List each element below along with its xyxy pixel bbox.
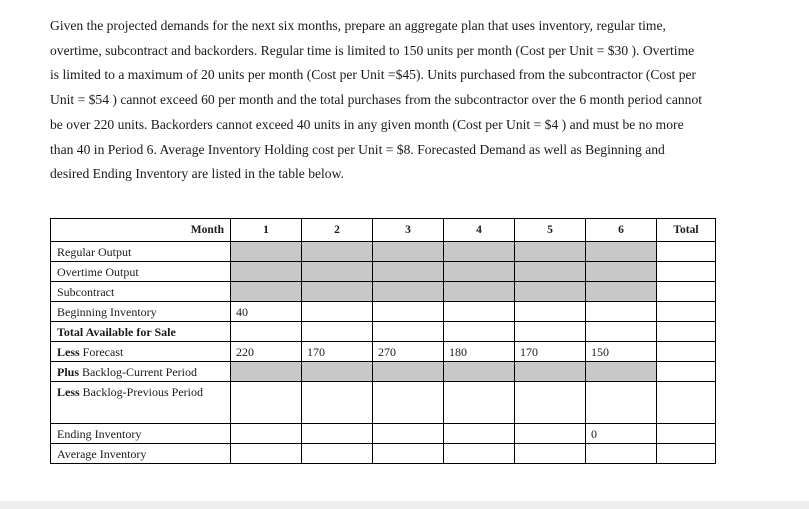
table-cell[interactable]	[231, 242, 302, 262]
period-header: 6	[586, 219, 657, 242]
table-cell[interactable]	[444, 282, 515, 302]
table-cell[interactable]	[231, 362, 302, 382]
problem-line-1: Given the projected demands for the next six months, prepare an aggregate plan that uses inventory, regular time,	[50, 18, 666, 33]
table-cell[interactable]	[586, 444, 657, 464]
table-cell[interactable]	[515, 424, 586, 444]
table-cell[interactable]	[231, 282, 302, 302]
total-cell[interactable]	[657, 242, 716, 262]
total-cell[interactable]	[657, 282, 716, 302]
row-label-prefix: Less	[57, 385, 80, 399]
table-cell[interactable]	[231, 444, 302, 464]
aggregate-plan-table	[50, 218, 716, 464]
table-cell[interactable]: 170	[515, 342, 586, 362]
table-cell[interactable]: 180	[444, 342, 515, 362]
table-cell[interactable]	[586, 322, 657, 342]
table-cell[interactable]	[515, 362, 586, 382]
table-cell[interactable]	[231, 262, 302, 282]
table-cell[interactable]	[586, 262, 657, 282]
table-cell[interactable]	[444, 262, 515, 282]
table-cell[interactable]	[444, 322, 515, 342]
table-row	[51, 444, 716, 464]
table-cell[interactable]	[515, 444, 586, 464]
row-label-overtime-output: Overtime Output	[51, 262, 231, 282]
table-row	[51, 302, 716, 322]
table-cell[interactable]	[373, 362, 444, 382]
problem-statement	[50, 14, 785, 187]
period-header: 2	[302, 219, 373, 242]
row-label-total-available: Total Available for Sale	[51, 322, 231, 342]
problem-line-4: Unit = $54 ) cannot exceed 60 per month and the total purchases from the subcontractor over the 6 month period cannot	[50, 92, 703, 108]
table-cell[interactable]	[373, 382, 444, 424]
table-cell[interactable]	[373, 424, 444, 444]
table-cell[interactable]	[586, 362, 657, 382]
table-cell[interactable]	[515, 322, 586, 342]
month-header: Month	[51, 219, 231, 242]
table-cell[interactable]	[302, 242, 373, 262]
total-cell[interactable]	[657, 322, 716, 342]
table-row	[51, 242, 716, 262]
table-cell[interactable]	[515, 282, 586, 302]
table-cell[interactable]: 0	[586, 424, 657, 444]
table-cell[interactable]	[444, 424, 515, 444]
row-label-regular-output: Regular Output	[51, 242, 231, 262]
row-label-subcontract: Subcontract	[51, 282, 231, 302]
row-label-text: Forecast	[79, 345, 124, 359]
table-cell[interactable]	[515, 262, 586, 282]
total-cell[interactable]	[657, 362, 716, 382]
table-cell[interactable]	[444, 382, 515, 424]
total-cell[interactable]	[657, 424, 716, 444]
problem-line-5: be over 220 units. Backorders cannot exceed 40 units in any given month (Cost per Unit = $4 ) and must be no more	[50, 116, 684, 132]
total-cell[interactable]	[657, 444, 716, 464]
problem-line-3: is limited to a maximum of 20 units per month (Cost per Unit =$45). Units purchased from the subcontractor (Cost per	[50, 67, 697, 83]
table-cell[interactable]	[373, 262, 444, 282]
table-cell[interactable]	[373, 242, 444, 262]
table-cell[interactable]: 270	[373, 342, 444, 362]
table-cell[interactable]	[586, 282, 657, 302]
period-header: 5	[515, 219, 586, 242]
row-label-beginning-inventory: Beginning Inventory	[51, 302, 231, 322]
problem-line-7: desired Ending Inventory are listed in the table below.	[50, 166, 344, 182]
page-bottom-strip	[0, 501, 809, 509]
table-cell[interactable]	[444, 242, 515, 262]
row-label-less-forecast	[51, 342, 231, 362]
table-cell[interactable]	[373, 282, 444, 302]
row-label-ending-inventory: Ending Inventory	[51, 424, 231, 444]
table-cell[interactable]	[302, 322, 373, 342]
period-header: 4	[444, 219, 515, 242]
table-cell[interactable]: 170	[302, 342, 373, 362]
table-cell[interactable]	[231, 322, 302, 342]
table-cell[interactable]	[444, 362, 515, 382]
table-cell[interactable]	[515, 382, 586, 424]
row-label-prefix: Less	[57, 345, 80, 359]
table-cell[interactable]	[373, 322, 444, 342]
row-label-plus-backlog-current	[51, 362, 231, 382]
total-cell[interactable]	[657, 342, 716, 362]
table-cell[interactable]: 220	[231, 342, 302, 362]
table-cell[interactable]	[515, 242, 586, 262]
table-row	[51, 424, 716, 444]
table-row	[51, 322, 716, 342]
table-row	[51, 382, 716, 424]
row-label-less-backlog-previous	[51, 382, 231, 424]
table-cell[interactable]	[586, 302, 657, 322]
table-cell[interactable]: 40	[231, 302, 302, 322]
table-cell[interactable]	[586, 242, 657, 262]
table-cell[interactable]	[515, 302, 586, 322]
period-header: 1	[231, 219, 302, 242]
table-cell[interactable]	[586, 382, 657, 424]
table-cell[interactable]	[302, 302, 373, 322]
row-label-average-inventory: Average Inventory	[51, 444, 231, 464]
table-cell[interactable]	[302, 382, 373, 424]
row-label-text: Backlog-Current Period	[79, 365, 197, 379]
table-cell[interactable]	[444, 302, 515, 322]
total-cell[interactable]	[657, 262, 716, 282]
period-header: 3	[373, 219, 444, 242]
total-header: Total	[657, 219, 716, 242]
table-cell[interactable]	[231, 424, 302, 444]
table-cell[interactable]	[302, 282, 373, 302]
problem-line-2: overtime, subcontract and backorders. Regular time is limited to 150 units per month (Cost per Unit = $30 ). Overtime	[50, 42, 695, 58]
table-cell[interactable]: 150	[586, 342, 657, 362]
total-cell[interactable]	[657, 382, 716, 424]
table-row	[51, 342, 716, 362]
table-header-row	[51, 219, 716, 242]
total-cell[interactable]	[657, 302, 716, 322]
table-cell[interactable]	[373, 444, 444, 464]
table-cell[interactable]	[302, 424, 373, 444]
table-cell[interactable]	[302, 444, 373, 464]
table-cell[interactable]	[302, 362, 373, 382]
problem-line-6: than 40 in Period 6. Average Inventory Holding cost per Unit = $8. Forecasted Demand as well as Beginning and	[50, 141, 665, 157]
table-row	[51, 282, 716, 302]
table-row	[51, 362, 716, 382]
table-cell[interactable]	[302, 262, 373, 282]
row-label-text: Backlog-Previous Period	[79, 385, 203, 399]
row-label-prefix: Plus	[57, 365, 80, 379]
table-cell[interactable]	[231, 382, 302, 424]
table-cell[interactable]	[373, 302, 444, 322]
table-cell[interactable]	[444, 444, 515, 464]
table-row	[51, 262, 716, 282]
